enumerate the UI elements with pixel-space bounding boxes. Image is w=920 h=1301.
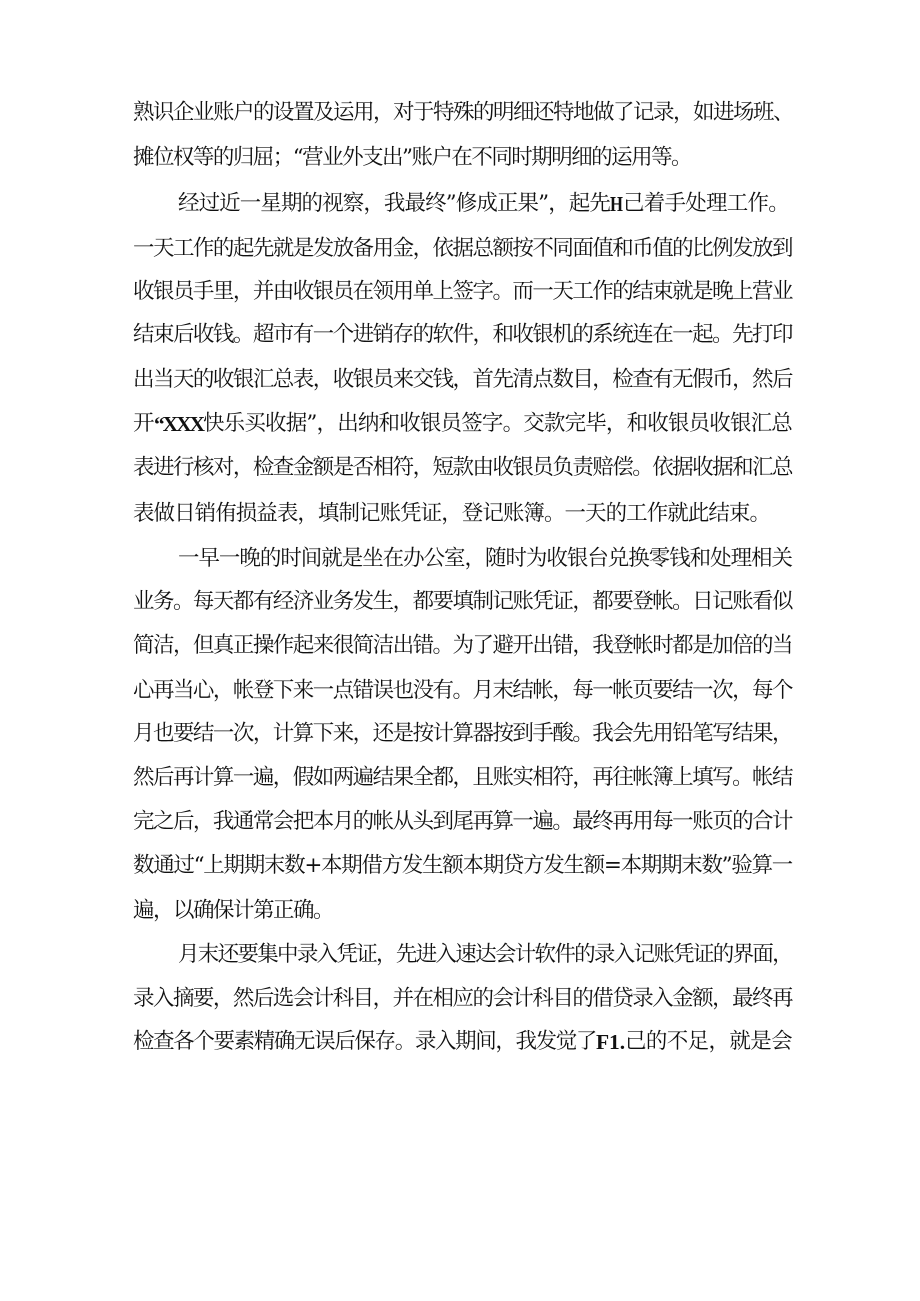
text-line-p3-l7 [0,800,920,844]
text-line-p2-l1 [0,182,920,226]
text-line-p2-l2 [0,227,920,271]
text-segment: 摊位权等的归屈；“营业外支出”账户在不同时期明细的运用等。 [133,145,691,170]
text-segment: 月也要结一次，计算下来，还是按计算器按到手酸。我会先用铅笔写结果， [133,721,792,746]
text-line-p3-l1 [0,537,920,581]
text-line-p4-l2 [0,977,920,1021]
text-line-p3-l9 [0,889,920,933]
text-segment: 业务。每天都有经济业务发生，都要填制记账凭证，都要登帐。日记账看似 [133,589,792,614]
text-segment: “XXX [154,412,203,436]
text-segment: 开 [133,411,155,436]
text-segment: 己着手处理工作。 [623,191,789,216]
text-line-p2-l6 [0,402,920,446]
text-segment: 完之后，我通常会把本月的帐从头到尾再算一遍。最终再用每一账页的合计 [133,809,792,834]
text-segment: 简洁，但真正操作起来很简洁出错。为了避开出错，我登帐时都是加倍的当 [133,633,792,658]
text-line-p3-l5 [0,712,920,756]
text-segment: 表做日销侑损益表，填制记账凭证，登记账簿。一天的工作就此结束。 [133,501,770,526]
text-line-p3-l8 [0,844,920,888]
text-line-p2-l4 [0,313,920,357]
text-segment: 收银员手里，并由收银员在领用单上签字。而一天工作的结束就是晚上营业 [133,279,792,304]
text-segment: 一天工作的起先就是发放备用金，依据总额按不同面值和币值的比例发放到 [133,236,792,261]
text-segment: 然后再计算一遍，假如两遍结果全都，且账实相符，再往帐簿上填写。帐结 [133,765,792,790]
text-line-p1-l2 [0,136,920,180]
text-segment: 快乐买收据”，出纳和收银员签字。交款完毕，和收银员收银汇总 [203,411,792,436]
text-line-p2-l7 [0,446,920,490]
text-line-p3-l2 [0,580,920,624]
text-line-p4-l1 [0,933,920,977]
text-line-p3-l6 [0,756,920,800]
text-segment: 表进行核对，检查金额是否相符，短款由收银员负责赔偿。依据收据和汇总 [133,455,792,480]
text-line-p1-l1 [0,91,920,135]
text-segment: 月末还要集中录入凭证，先进入速达会计软件的录入记账凭证的界面， [178,942,792,967]
text-line-p4-l3 [0,1020,920,1064]
text-segment: 出当天的收银汇总表，收银员来交钱，首先清点数目，检查有无假币，然后 [133,367,792,392]
text-segment: 检查各个要素精确无误后保存。录入期间，我发觉了 [133,1029,596,1054]
text-segment: 一早一晚的时间就是坐在办公室，随时为收银台兑换零钱和处理相关 [178,546,792,571]
text-segment: 遍，以确保计第正确。 [133,898,333,923]
text-line-p3-l4 [0,669,920,713]
text-segment: 熟识企业账户的设置及运用，对于特殊的明细还特地做了记录，如进场班、 [133,100,794,125]
text-line-p2-l8 [0,492,920,536]
text-segment: 数通过“上期期末数+本期借方发生额本期贷方发生额=本期期末数”验算一 [133,853,792,878]
text-segment: H [610,192,623,216]
text-line-p2-l3 [0,270,920,314]
text-line-p2-l5 [0,358,920,402]
text-segment: 录入摘要，然后选会计科目，并在相应的会计科目的借贷录入金额，最终再 [133,986,792,1011]
text-segment: 经过近一星期的视察，我最终”修成正果”，起先 [178,191,610,216]
text-segment: 心再当心，帐登下来一点错误也没有。月末结帐，每一帐页要结一次，每个 [133,678,792,703]
text-segment: 己的不足，就是会 [625,1029,792,1054]
text-segment: F1. [596,1030,625,1054]
text-line-p3-l3 [0,624,920,668]
text-segment: 结束后收钱。超市有一个进销存的软件，和收银机的系统连在一起。先打印 [133,322,792,347]
